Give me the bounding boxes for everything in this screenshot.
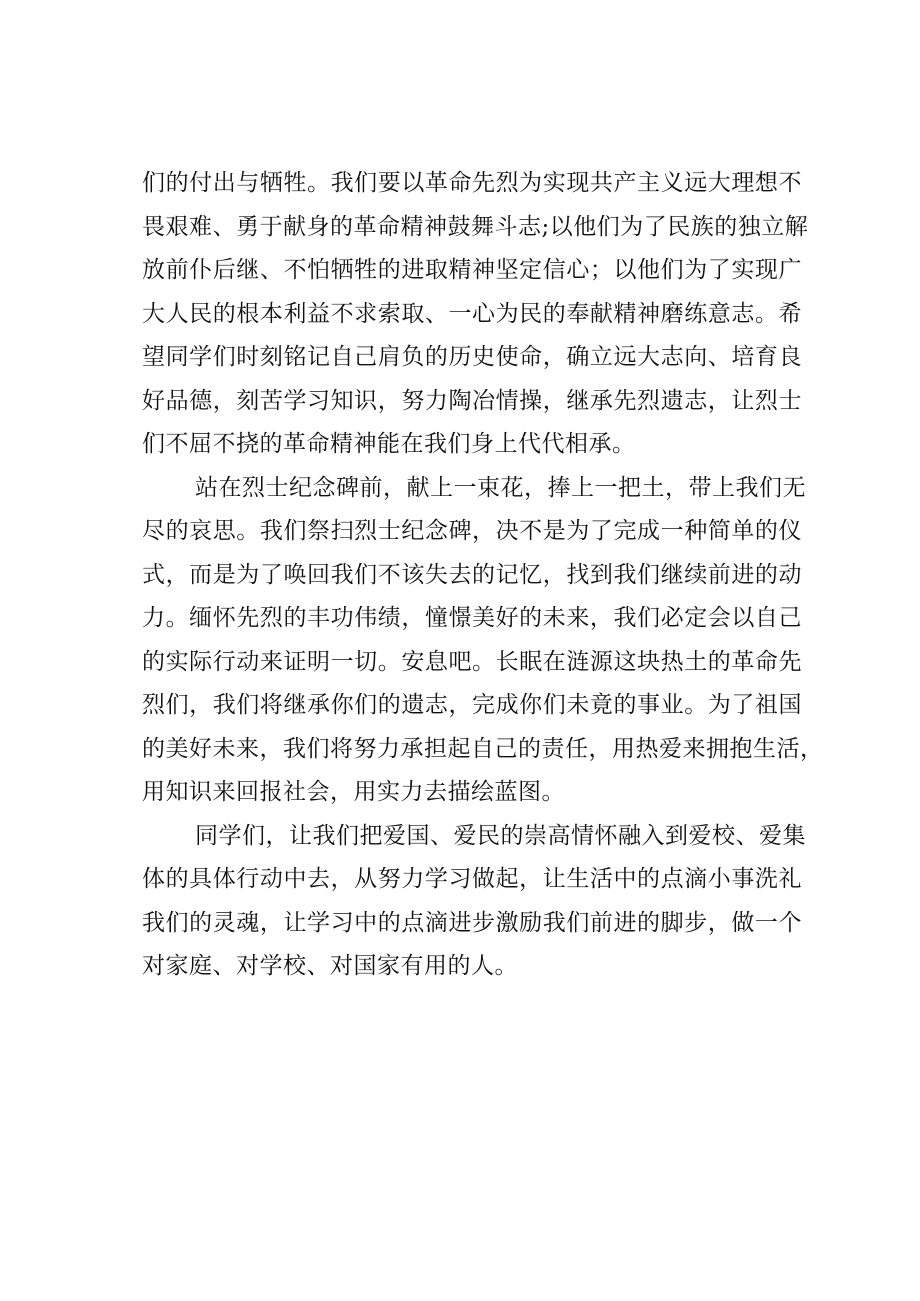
text-line: 们不屈不挠的革命精神能在我们身上代代相承。 <box>142 431 636 457</box>
text-line: 的实际行动来证明一切。安息吧。长眠在涟源这块热土的革命先 <box>142 648 802 675</box>
text-line: 对家庭、对学校、对国家有用的人。 <box>142 953 518 979</box>
text-line: 放前仆后继、不怕牺牲的进取精神坚定信心；以他们为了实现广 <box>142 257 802 283</box>
text-line: 体的具体行动中去，从努力学习做起，让生活中的点滴小事洗礼 <box>142 866 802 892</box>
text-line: 式，而是为了唤回我们不该失去的记忆，找到我们继续前进的动 <box>142 561 802 588</box>
text-line: 畏艰难、勇于献身的革命精神鼓舞斗志;以他们为了民族的独立解 <box>142 213 809 240</box>
document-body <box>142 162 824 989</box>
text-line: 尽的哀思。我们祭扫烈士纪念碑，决不是为了完成一种简单的仪 <box>142 518 802 544</box>
text-line: 大人民的根本利益不求索取、一心为民的奉献精神磨练意志。希 <box>142 300 802 327</box>
text-line: 们的付出与牺牲。我们要以革命先烈为实现共产主义远大理想不 <box>142 170 802 196</box>
text-line: 力。缅怀先烈的丰功伟绩，憧憬美好的未来，我们必定会以自己 <box>142 605 802 631</box>
text-line: 望同学们时刻铭记自己肩负的历史使命，确立远大志向、培育良 <box>142 344 802 370</box>
text-line: 烈们，我们将继承你们的遗志，完成你们未竟的事业。为了祖国 <box>142 692 802 718</box>
text-line: 我们的灵魂，让学习中的点滴进步激励我们前进的脚步，做一个 <box>142 909 802 936</box>
text-line: 好品德，刻苦学习知识，努力陶冶情操，继承先烈遗志，让烈士 <box>142 387 802 414</box>
text-line: 的美好未来，我们将努力承担起自己的责任，用热爱来拥抱生活， <box>142 735 824 762</box>
paragraph-first-line: 同学们，让我们把爱国、爱民的崇高情怀融入到爱校、爱集 <box>195 822 806 849</box>
paragraph-first-line: 站在烈士纪念碑前，献上一束花，捧上一把土，带上我们无 <box>195 474 806 501</box>
text-line: 用知识来回报社会，用实力去描绘蓝图。 <box>142 779 565 805</box>
